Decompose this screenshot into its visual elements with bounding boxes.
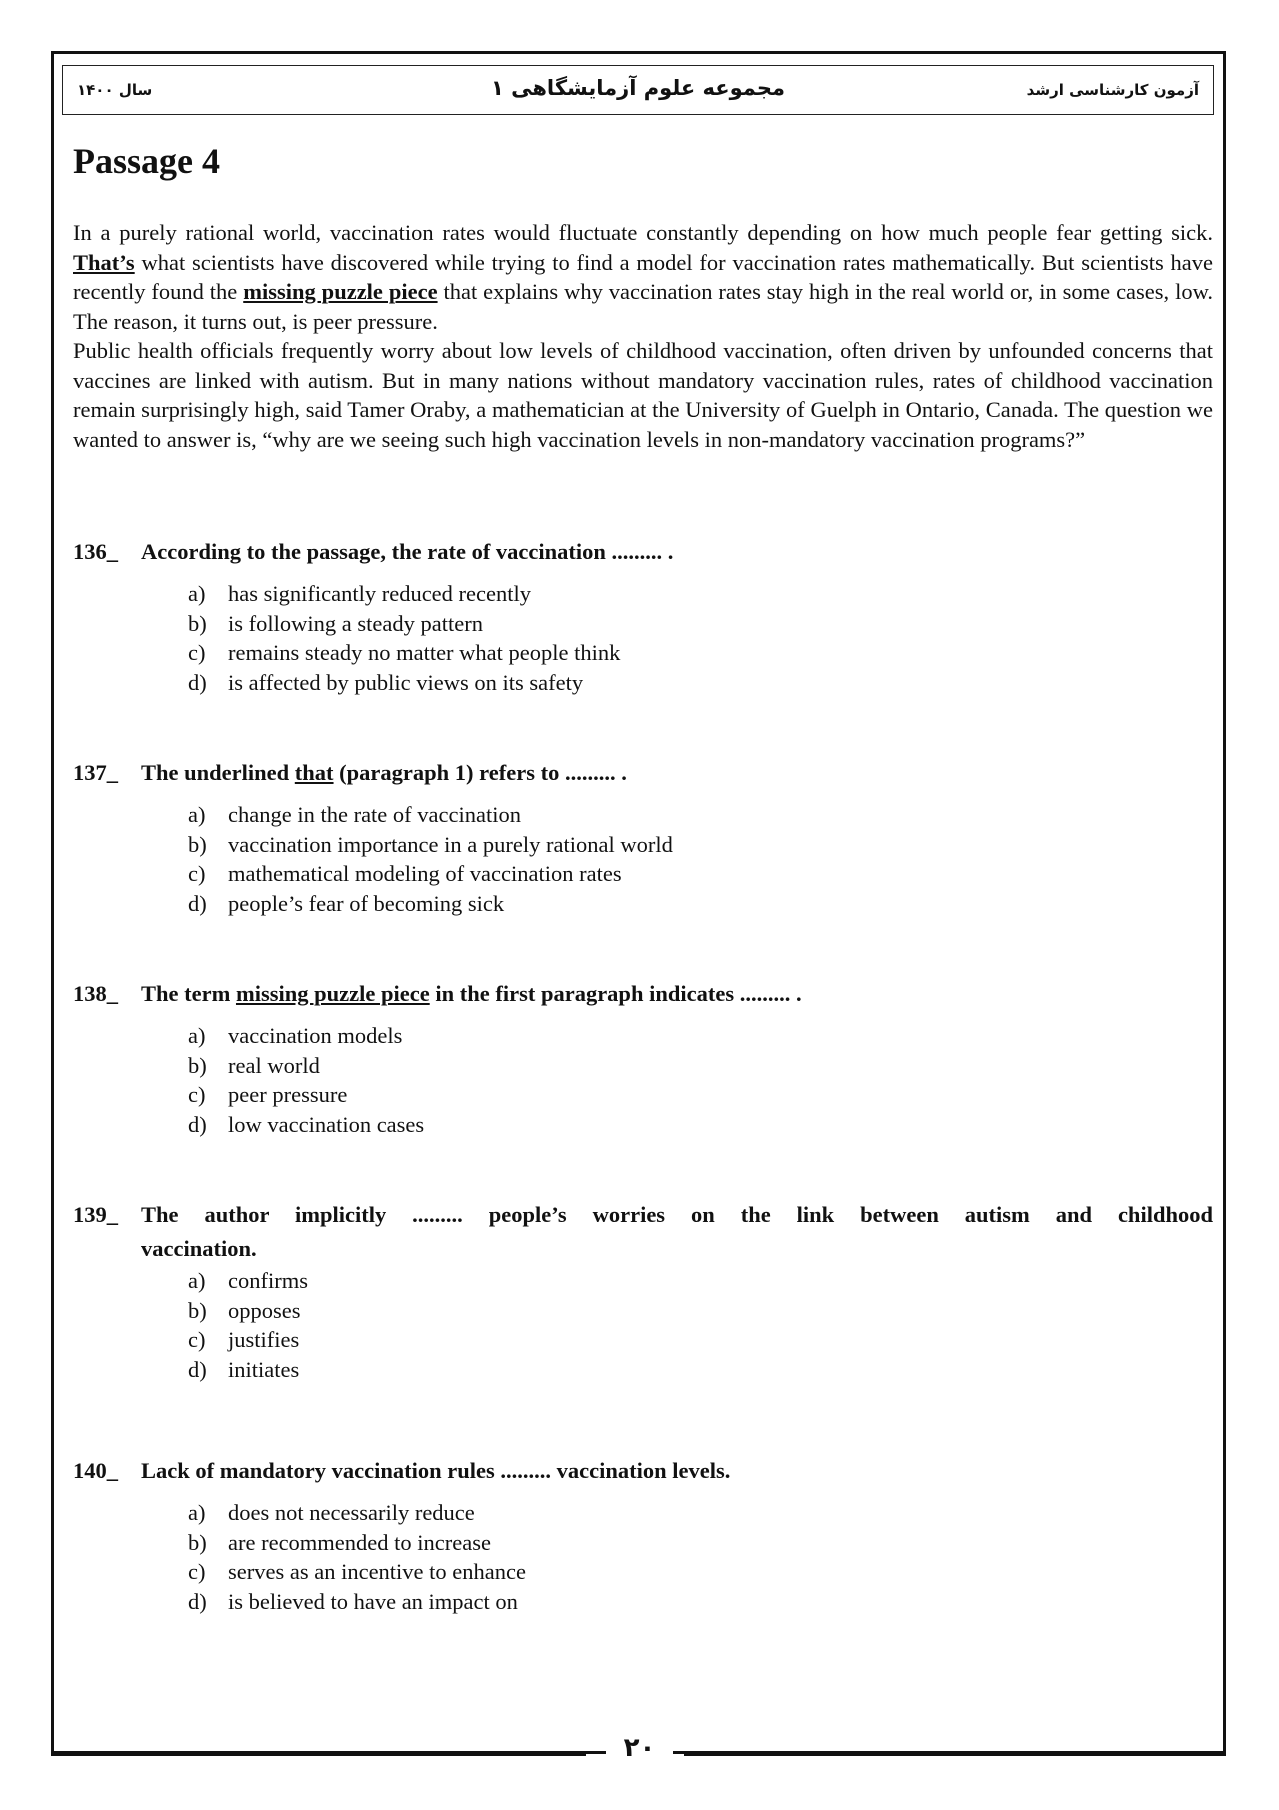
option-letter: c) xyxy=(188,1327,206,1352)
option-c[interactable] xyxy=(188,1557,1213,1587)
passage-paragraph-2: Public health officials frequently worry about low levels of childhood vaccination, often driven by unfounded concerns that vaccines are linked with autism. But in many nations without mandatory vaccination rules, rates of childhood vaccination remain surprisingly high, said Tamer Oraby, a mathematician at the University of Guelph in Ontario, Canada. The question we wanted to answer is, “why are we seeing such high vaccination levels in non-mandatory vaccination programs?” xyxy=(73,338,1213,452)
option-a[interactable] xyxy=(188,1266,1213,1296)
question-137 xyxy=(73,760,1213,918)
option-letter: b) xyxy=(188,1297,207,1323)
option-c[interactable] xyxy=(188,638,1213,668)
header-box xyxy=(62,65,1214,115)
option-text: is affected by public views on its safety xyxy=(228,669,584,695)
option-b[interactable] xyxy=(188,1051,1213,1081)
stem-text: The underlined xyxy=(141,760,295,785)
page-number xyxy=(0,1733,1279,1763)
option-letter: d) xyxy=(188,1588,207,1614)
option-text: are recommended to increase xyxy=(228,1529,491,1555)
option-text: justifies xyxy=(228,1327,300,1352)
question-number: 137_ xyxy=(73,760,118,785)
option-letter: a) xyxy=(188,1500,206,1525)
option-text: people’s fear of becoming sick xyxy=(228,890,505,916)
passage-paragraph-1 xyxy=(73,218,1213,336)
option-d[interactable] xyxy=(188,1110,1213,1140)
option-letter: b) xyxy=(188,1529,207,1555)
stem-text: (paragraph 1) refers to ......... . xyxy=(333,760,627,785)
option-text: vaccination models xyxy=(228,1023,403,1048)
option-text: is believed to have an impact on xyxy=(228,1588,518,1614)
passage-text: that explains why vaccination rates stay high in the real world or, in some cases, low. The reason, it turns out, is peer pressure. xyxy=(73,279,1214,334)
option-letter: b) xyxy=(188,1052,207,1078)
option-letter: a) xyxy=(188,1268,206,1293)
option-letter: d) xyxy=(188,890,207,916)
passage-text: what scientists have discovered while trying to find a model for vaccination rates mathematically. But scientists have recently found the xyxy=(73,249,1213,304)
option-text: mathematical modeling of vaccination rates xyxy=(228,861,622,886)
question-number: 136_ xyxy=(73,539,118,564)
question-stem xyxy=(141,981,1213,1007)
option-text: serves as an incentive to enhance xyxy=(228,1559,526,1584)
option-text: real world xyxy=(228,1052,320,1078)
option-a[interactable] xyxy=(188,1498,1213,1528)
stem-underlined-term: that xyxy=(294,760,334,785)
option-d[interactable] xyxy=(188,1587,1213,1617)
option-c[interactable] xyxy=(188,1325,1213,1355)
stem-text: in the first paragraph indicates ......... . xyxy=(429,981,802,1006)
option-text: has significantly reduced recently xyxy=(228,581,532,606)
option-c[interactable] xyxy=(188,1080,1213,1110)
question-stem-continuation: vaccination. xyxy=(141,1236,257,1261)
option-list xyxy=(188,579,1213,697)
option-list xyxy=(188,1498,1213,1616)
option-letter: c) xyxy=(188,1082,206,1107)
option-letter: d) xyxy=(188,1111,207,1137)
option-a[interactable] xyxy=(188,579,1213,609)
option-c[interactable] xyxy=(188,859,1213,889)
option-text: low vaccination cases xyxy=(228,1111,425,1137)
option-text: initiates xyxy=(228,1356,300,1382)
option-letter: b) xyxy=(188,610,207,636)
option-letter: b) xyxy=(188,831,207,857)
option-a[interactable] xyxy=(188,800,1213,830)
option-letter: d) xyxy=(188,1356,207,1382)
question-stem: According to the passage, the rate of vaccination ......... . xyxy=(141,539,674,564)
question-stem: The author implicitly ......... people’s worries on the link between autism and childhood xyxy=(141,1202,1213,1227)
question-stem xyxy=(141,760,1213,786)
header-year: سال ۱۴۰۰ xyxy=(77,81,153,99)
option-b[interactable] xyxy=(188,1296,1213,1326)
question-number: 138_ xyxy=(73,981,118,1006)
question-136 xyxy=(73,539,1213,697)
option-list xyxy=(188,1266,1213,1384)
question-number: 139_ xyxy=(73,1202,118,1227)
option-d[interactable] xyxy=(188,889,1213,919)
page-number-text: ۲۰ xyxy=(606,1733,674,1763)
header-title: مجموعه علوم آزمایشگاهی ۱ xyxy=(490,76,786,100)
option-letter: d) xyxy=(188,669,207,695)
option-list xyxy=(188,1021,1213,1139)
stem-underlined-term: missing puzzle piece xyxy=(235,981,430,1006)
passage-title: Passage 4 xyxy=(73,141,220,181)
option-b[interactable] xyxy=(188,1528,1213,1558)
option-text: confirms xyxy=(228,1268,308,1293)
option-text: does not necessarily reduce xyxy=(228,1500,475,1525)
option-d[interactable] xyxy=(188,668,1213,698)
underlined-that: That’s xyxy=(73,249,135,275)
option-text: change in the rate of vaccination xyxy=(228,802,521,827)
stem-text: The term xyxy=(141,981,236,1006)
option-list xyxy=(188,800,1213,918)
question-stem: Lack of mandatory vaccination rules ......... vaccination levels. xyxy=(141,1458,731,1483)
option-letter: a) xyxy=(188,581,206,606)
option-text: opposes xyxy=(228,1297,301,1323)
option-text: is following a steady pattern xyxy=(228,610,483,636)
option-d[interactable] xyxy=(188,1355,1213,1385)
option-a[interactable] xyxy=(188,1021,1213,1051)
option-text: remains steady no matter what people think xyxy=(228,640,621,665)
question-138 xyxy=(73,981,1213,1139)
option-b[interactable] xyxy=(188,609,1213,639)
option-letter: c) xyxy=(188,640,206,665)
option-letter: a) xyxy=(188,1023,206,1048)
option-b[interactable] xyxy=(188,830,1213,860)
header-exam: آزمون کارشناسی ارشد xyxy=(1026,81,1199,99)
question-139 xyxy=(73,1202,1213,1384)
option-text: vaccination importance in a purely rational world xyxy=(228,831,673,857)
underlined-missing-puzzle-piece: missing puzzle piece xyxy=(243,279,438,304)
option-letter: a) xyxy=(188,802,206,827)
passage-text: In a purely rational world, vaccination rates would fluctuate constantly depending on how much people fear getting sick. xyxy=(73,220,1213,245)
option-text: peer pressure xyxy=(228,1082,348,1107)
option-letter: c) xyxy=(188,1559,206,1584)
question-140 xyxy=(73,1458,1213,1616)
question-number: 140_ xyxy=(73,1458,118,1483)
passage-body xyxy=(73,218,1213,454)
option-letter: c) xyxy=(188,861,206,886)
